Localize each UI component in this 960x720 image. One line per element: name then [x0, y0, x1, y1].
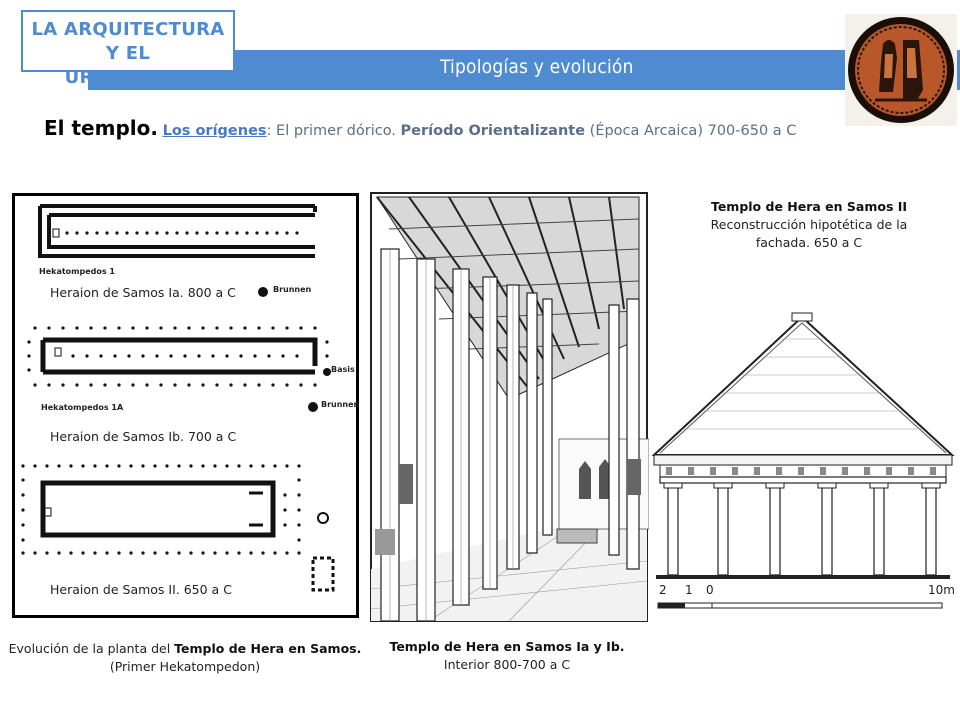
facade-caption — [664, 198, 954, 252]
heading-tail: (Época Arcaica) 700-650 a C — [585, 123, 797, 139]
scale-label-1: 1 — [685, 583, 693, 597]
plan-label-1: Heraion de Samos Ia. 800 a C — [50, 285, 236, 300]
interior-caption — [374, 638, 640, 674]
slide-subtitle: Tipologías y evolución — [440, 56, 634, 78]
slide-title-line-1: LA ARQUITECTURA Y EL — [31, 19, 225, 64]
plans-caption-line-2: (Primer Hekatompedon) — [109, 659, 261, 674]
scale-label-10m: 10m — [928, 583, 955, 597]
plans-caption — [4, 640, 366, 676]
temple-facade-drawing — [652, 303, 957, 620]
heading-main: El templo. — [44, 116, 158, 140]
heading-rest: : El primer dórico. — [266, 123, 401, 139]
scale-label-0: 0 — [706, 583, 714, 597]
heading-link[interactable]: Los orígenes — [162, 123, 267, 139]
plan-label-2: Heraion de Samos Ib. 700 a C — [50, 429, 237, 444]
section-heading — [44, 116, 796, 140]
brunnen-label-2: Brunnen — [321, 400, 360, 409]
facade-caption-title: Templo de Hera en Samos II — [710, 199, 908, 214]
plan-heraion-ii — [21, 464, 333, 590]
plans-caption-title: Templo de Hera en Samos. — [174, 641, 362, 656]
red-figure-vase-icon — [845, 14, 957, 126]
facade-caption-line-3: fachada. 650 a C — [755, 235, 863, 250]
facade-caption-line-2: Reconstrucción hipotética de la — [710, 217, 908, 232]
plan-hekatompedos-1a — [27, 326, 331, 412]
brunnen-label-1: Brunnen — [273, 285, 312, 294]
plan-tag-2: Hekatompedos 1A — [41, 403, 124, 412]
plan-label-3: Heraion de Samos II. 650 a C — [50, 582, 232, 597]
interior-caption-title: Templo de Hera en Samos Ia y Ib. — [389, 639, 625, 654]
heading-period: Período Orientalizante — [400, 123, 586, 139]
plan-tag-1: Hekatompedos 1 — [39, 267, 115, 276]
slide-title-box — [21, 10, 235, 88]
scale-label-2: 2 — [659, 583, 667, 597]
slide-title-line-2: URBANISMO — [64, 67, 192, 88]
plan-hekatompedos-1 — [40, 206, 315, 297]
basis-label: Basis — [331, 365, 355, 374]
temple-interior-drawing — [369, 189, 649, 625]
interior-caption-line-2: Interior 800-700 a C — [443, 657, 571, 672]
temple-plans-panel — [12, 193, 359, 618]
plans-caption-prefix: Evolución de la planta del — [8, 641, 175, 656]
